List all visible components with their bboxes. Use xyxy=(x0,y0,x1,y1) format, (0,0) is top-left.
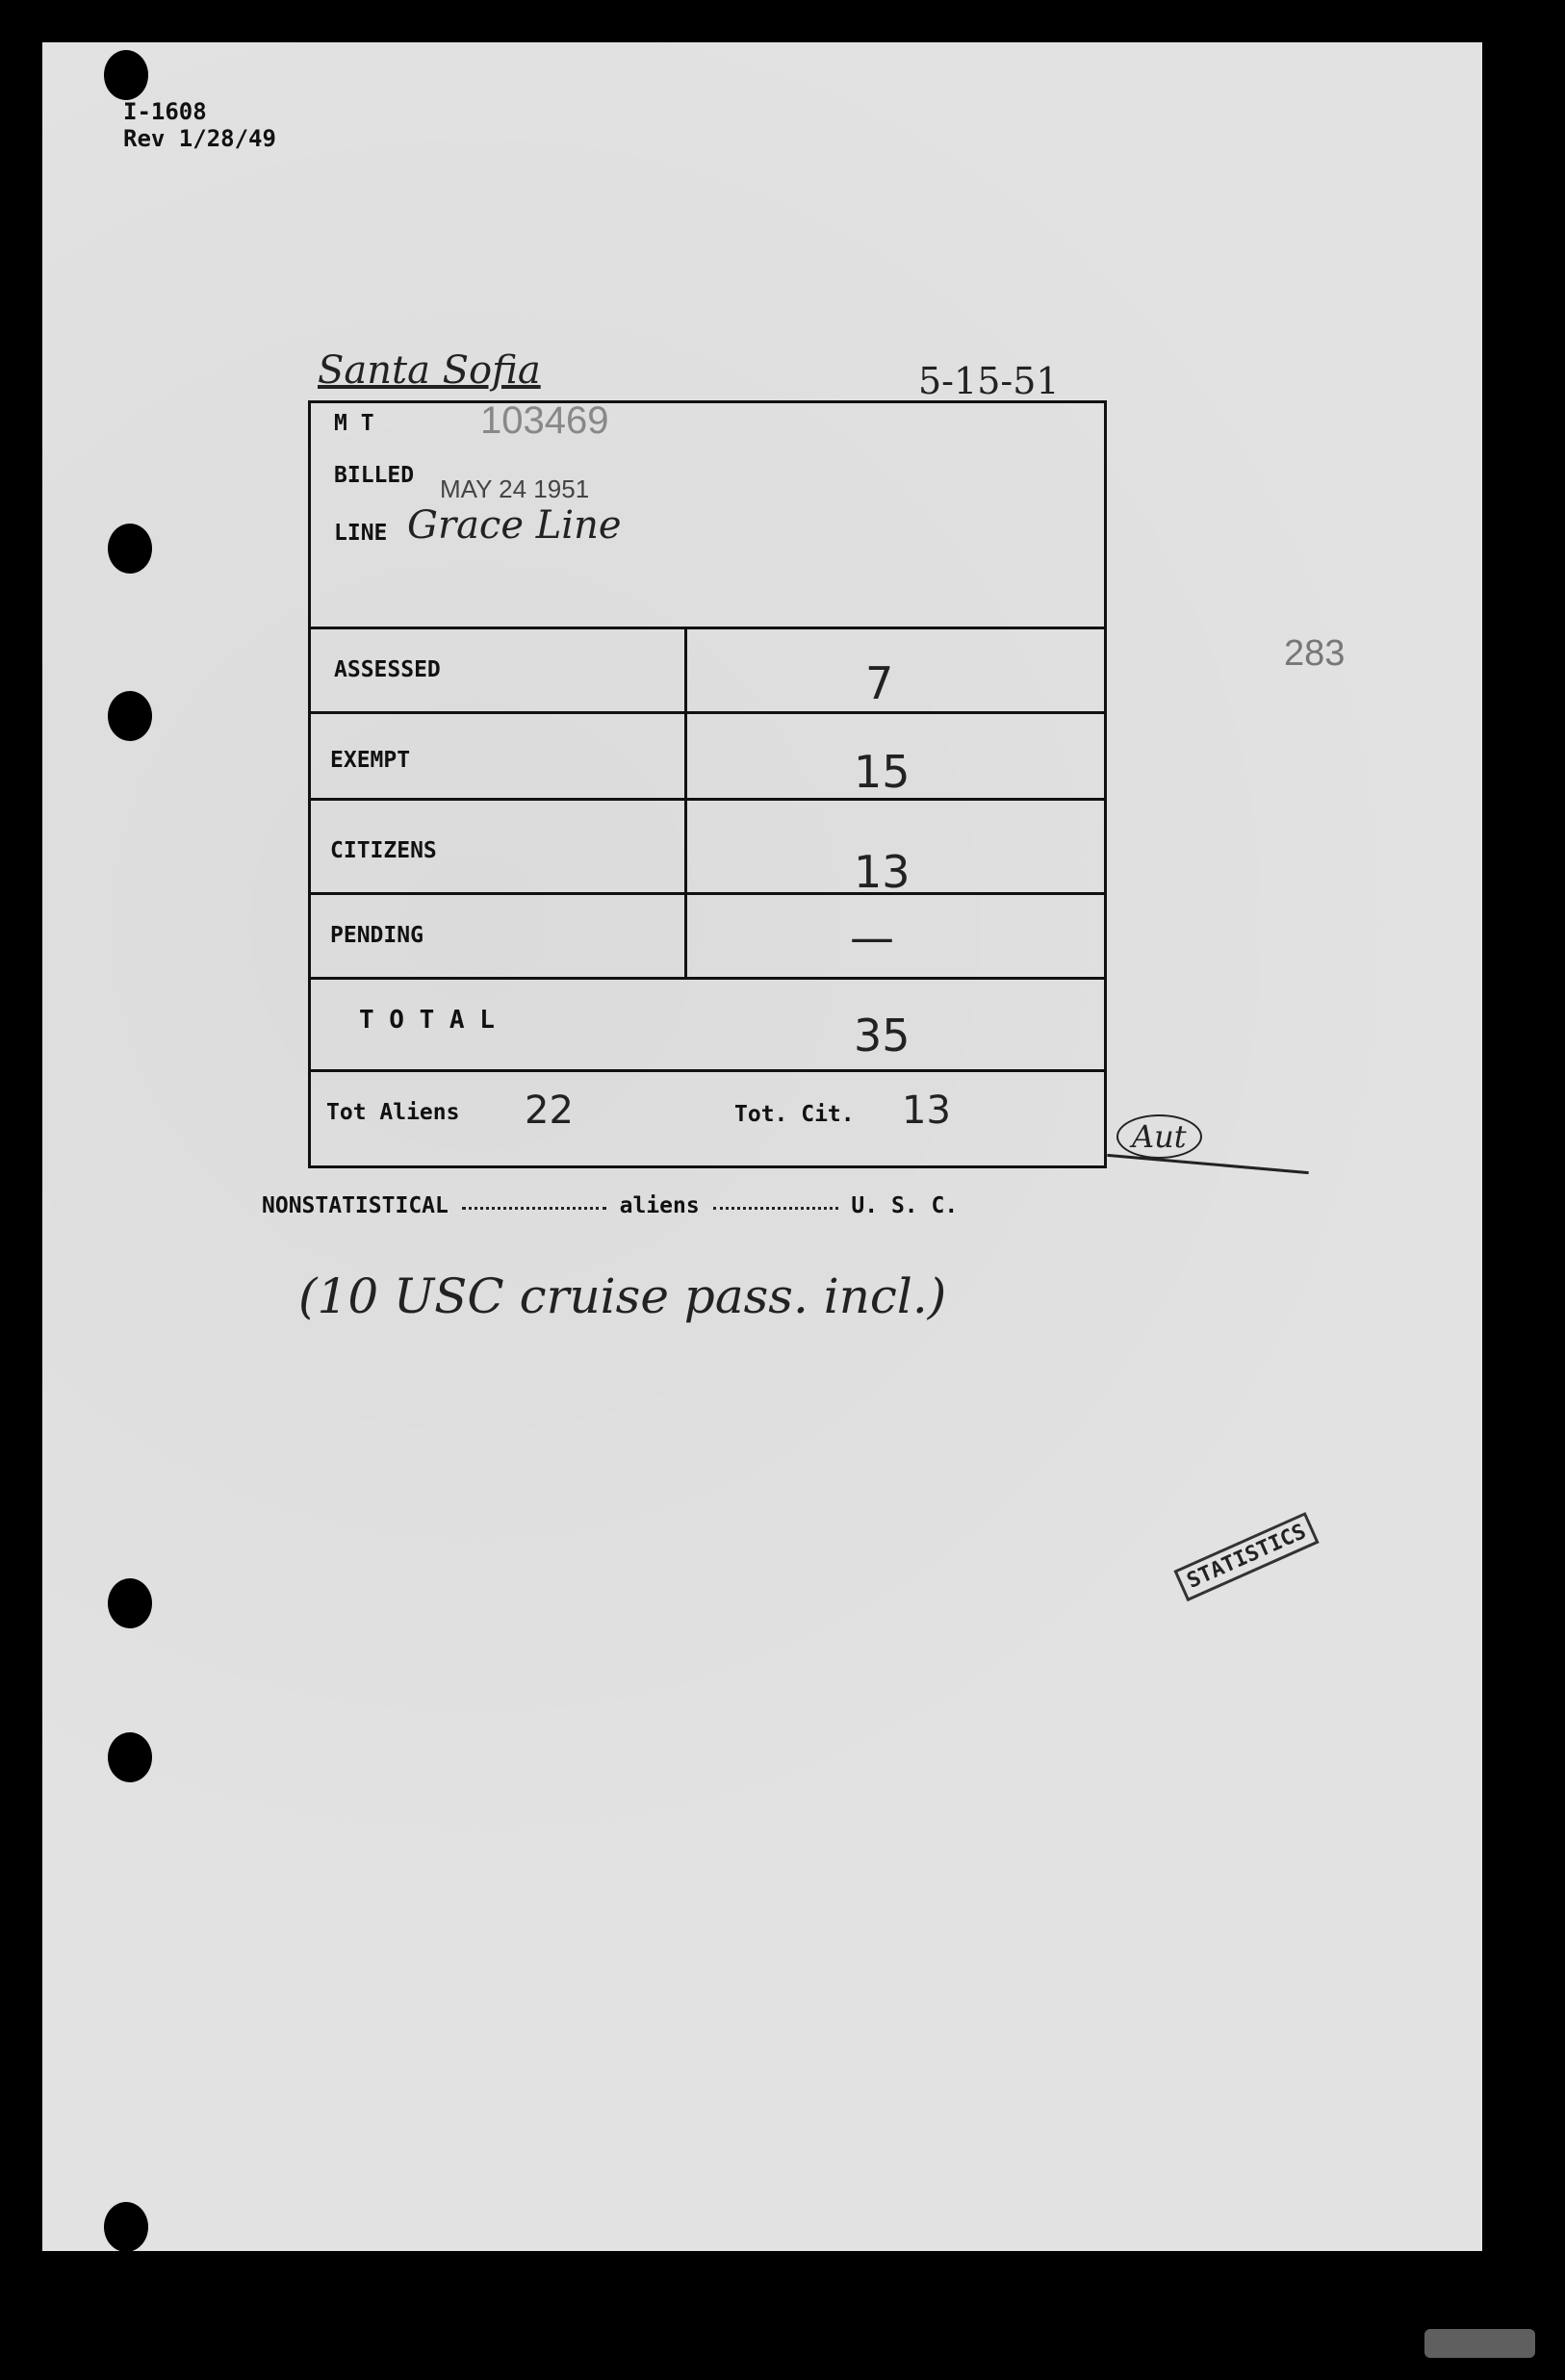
line-label: LINE xyxy=(334,521,388,546)
mt-value: 103469 xyxy=(480,399,609,442)
manifest-form xyxy=(308,400,1107,1168)
divider xyxy=(311,1069,1107,1072)
handwritten-note: (10 USC cruise pass. incl.) xyxy=(298,1268,947,1324)
nonstatistical-line xyxy=(262,1193,958,1218)
punch-hole xyxy=(108,524,152,574)
line-value: Grace Line xyxy=(407,503,622,548)
divider xyxy=(311,977,1107,980)
nonstat-label: NONSTATISTICAL xyxy=(262,1193,449,1218)
tot-aliens-value: 22 xyxy=(525,1088,574,1133)
punch-hole xyxy=(108,1578,152,1628)
punch-hole xyxy=(108,691,152,741)
side-number: 283 xyxy=(1284,633,1346,674)
tot-cit-label: Tot. Cit. xyxy=(734,1102,855,1127)
tot-cit-value: 13 xyxy=(902,1088,951,1133)
billed-label: BILLED xyxy=(334,463,415,488)
tot-aliens-label: Tot Aliens xyxy=(326,1100,460,1125)
pending-value: — xyxy=(850,911,894,963)
column-divider xyxy=(684,628,687,977)
total-label: T O T A L xyxy=(359,1006,495,1035)
total-value: 35 xyxy=(854,1010,911,1062)
punch-hole xyxy=(108,1732,152,1782)
statistics-stamp: STATISTICS xyxy=(1173,1512,1320,1601)
punch-hole xyxy=(104,2202,148,2252)
mt-label: M T xyxy=(334,411,374,436)
citizens-label: CITIZENS xyxy=(330,838,437,863)
citizens-value: 13 xyxy=(854,846,911,898)
pending-label: PENDING xyxy=(330,923,423,948)
divider xyxy=(311,798,1107,801)
date: 5-15-51 xyxy=(918,360,1060,402)
punch-hole xyxy=(104,50,148,100)
divider xyxy=(311,892,1107,895)
usc-label: U. S. C. xyxy=(851,1193,959,1218)
billed-stamp: MAY 24 1951 xyxy=(440,474,590,503)
blank-line xyxy=(462,1203,606,1210)
divider xyxy=(311,627,1107,629)
assessed-value: 7 xyxy=(865,657,894,709)
assessed-label: ASSESSED xyxy=(334,657,441,682)
initials: Aut xyxy=(1116,1114,1202,1159)
divider xyxy=(311,711,1107,714)
aliens-label: aliens xyxy=(619,1193,700,1218)
revision: Rev 1/28/49 xyxy=(123,125,276,152)
vessel-name: Santa Sofia xyxy=(318,348,541,393)
exempt-value: 15 xyxy=(854,746,911,798)
form-id: I-1608 xyxy=(123,98,207,125)
exempt-label: EXEMPT xyxy=(330,748,411,773)
blank-line xyxy=(713,1203,838,1210)
edge-scrap xyxy=(1424,2329,1535,2358)
